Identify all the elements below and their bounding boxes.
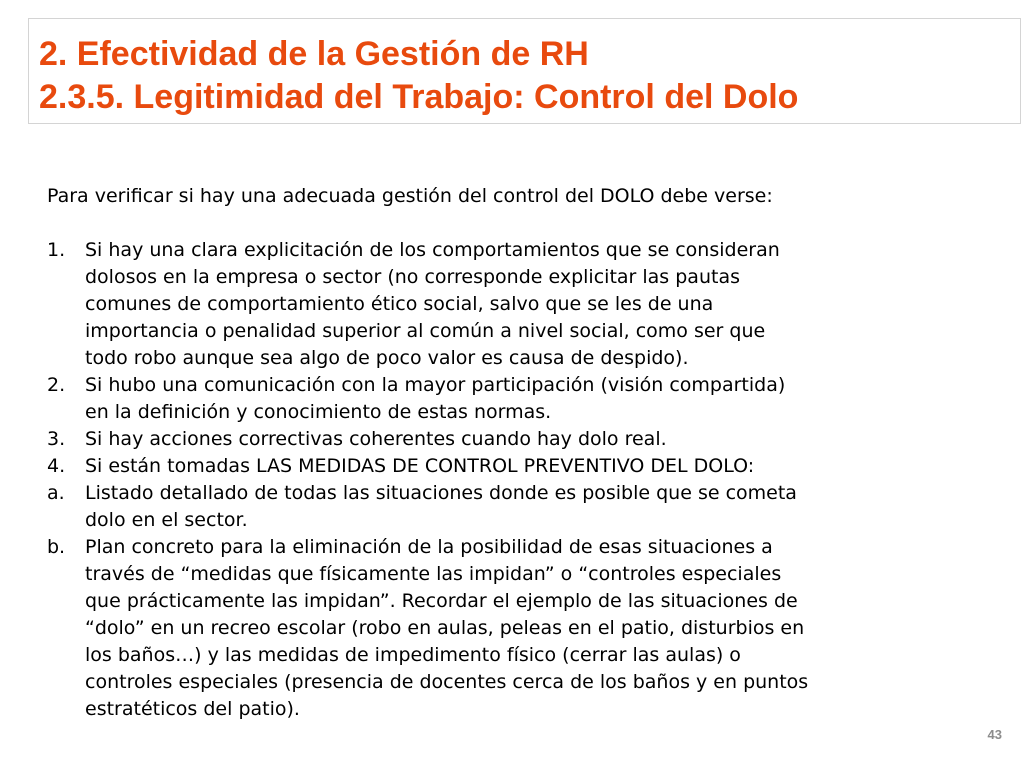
slide-body (47, 183, 967, 723)
list-item (47, 453, 967, 480)
text-line: dolo en el sector. (85, 509, 248, 531)
list-marker: 1. (47, 239, 66, 261)
text-line: comunes de comportamiento ético social, salvo que se les de una (85, 293, 714, 315)
text-line: “dolo” en un recreo escolar (robo en aulas, peleas en el patio, disturbios en (85, 617, 805, 639)
text-line: todo robo aunque sea algo de poco valor es causa de despido). (85, 347, 689, 369)
text-line: través de “medidas que físicamente las impidan” o “controles especiales (85, 563, 782, 585)
list-marker: 4. (47, 455, 66, 477)
list-marker: 3. (47, 428, 66, 450)
list-item-text (85, 372, 967, 426)
list-item-text (85, 534, 967, 723)
text-line: Plan concreto para la eliminación de la posibilidad de esas situaciones a (85, 536, 773, 558)
slide-title-box (28, 18, 1021, 124)
list-item (47, 372, 967, 426)
text-line: Si hay una clara explicitación de los comportamientos que se consideran (85, 239, 780, 261)
list-item (47, 480, 967, 534)
list-item (47, 534, 967, 723)
text-line: dolosos en la empresa o sector (no corresponde explicitar las pautas (85, 266, 740, 288)
list-item-text (85, 237, 967, 372)
slide-subtitle: 2.3.5. Legitimidad del Trabajo: Control del Dolo (39, 78, 799, 116)
text-line: Listado detallado de todas las situaciones donde es posible que se cometa (85, 482, 797, 504)
list-item-text (85, 480, 967, 534)
slide-title: 2. Efectividad de la Gestión de RH (39, 35, 589, 73)
checklist (47, 237, 967, 723)
text-line: en la definición y conocimiento de estas normas. (85, 401, 552, 423)
list-marker: b. (47, 536, 66, 558)
text-line: que prácticamente las impidan”. Recordar el ejemplo de las situaciones de (85, 590, 798, 612)
text-line: importancia o penalidad superior al común a nivel social, como ser que (85, 320, 766, 342)
list-marker: a. (47, 482, 65, 504)
list-item (47, 426, 967, 453)
text-line: Si hubo una comunicación con la mayor participación (visión compartida) (85, 374, 786, 396)
text-line: controles especiales (presencia de docentes cerca de los baños y en puntos (85, 671, 809, 693)
list-item-text (85, 453, 967, 480)
list-marker: 2. (47, 374, 66, 396)
list-item (47, 237, 967, 372)
text-line: los baños…) y las medidas de impedimento físico (cerrar las aulas) o (85, 644, 741, 666)
text-line: estratéticos del patio). (85, 698, 300, 720)
text-line: Si hay acciones correctivas coherentes cuando hay dolo real. (85, 428, 667, 450)
list-item-text (85, 426, 967, 453)
page-number: 43 (987, 727, 1002, 742)
text-line: Si están tomadas LAS MEDIDAS DE CONTROL PREVENTIVO DEL DOLO: (85, 455, 755, 477)
intro-paragraph: Para verificar si hay una adecuada gestión del control del DOLO debe verse: (47, 185, 773, 207)
